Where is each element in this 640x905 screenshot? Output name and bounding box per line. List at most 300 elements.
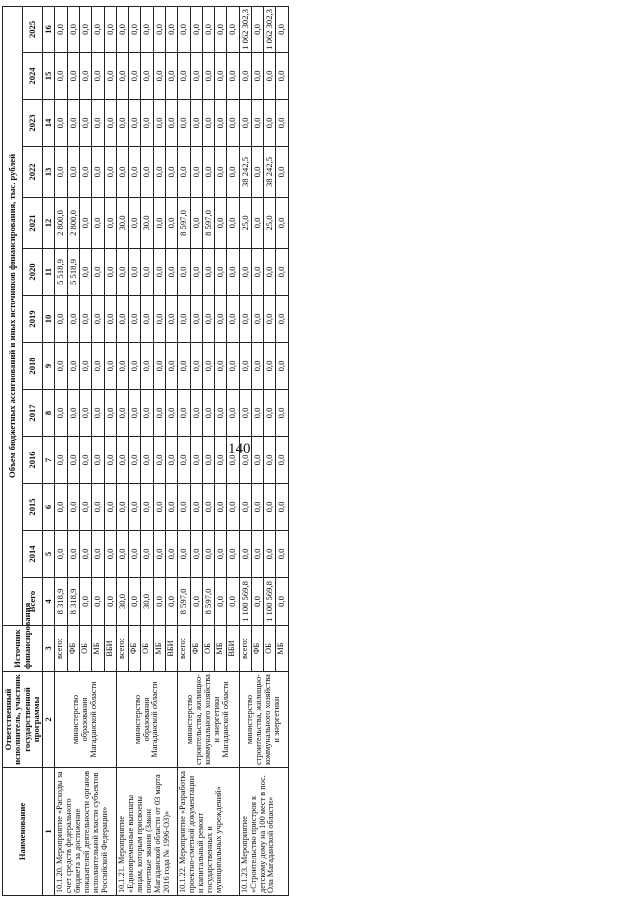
- funding-source: МБ: [276, 626, 288, 672]
- amount-cell: 0,0: [178, 147, 190, 198]
- rotated-page: [2, 8, 536, 896]
- year-header: 2023: [23, 100, 43, 147]
- amount-cell: 0,0: [129, 578, 141, 626]
- amount-cell: 30,0: [141, 578, 153, 626]
- amount-cell: 0,0: [129, 6, 141, 52]
- amount-cell: 0,0: [141, 249, 153, 296]
- funding-source: ОБ: [141, 626, 153, 672]
- amount-cell: 0,0: [79, 6, 91, 52]
- amount-cell: 0,0: [227, 100, 239, 147]
- column-number: 8: [43, 390, 55, 437]
- amount-cell: 0,0: [276, 6, 288, 52]
- responsible-executor: министерство строительства, жилищно-коммунального хозяйства и энергетики Магаданской области: [178, 672, 239, 768]
- amount-cell: 0,0: [141, 147, 153, 198]
- amount-cell: 0,0: [215, 198, 227, 249]
- table-row: [239, 6, 251, 895]
- amount-cell: 0,0: [215, 296, 227, 343]
- amount-cell: 0,0: [202, 147, 214, 198]
- amount-cell: 0,0: [190, 53, 202, 100]
- amount-cell: 0,0: [141, 484, 153, 531]
- amount-cell: 0,0: [104, 147, 116, 198]
- amount-cell: 0,0: [276, 390, 288, 437]
- amount-cell: 38 242,5: [239, 147, 251, 198]
- amount-cell: 0,0: [79, 484, 91, 531]
- amount-cell: 0,0: [129, 531, 141, 578]
- amount-cell: 0,0: [276, 578, 288, 626]
- amount-cell: 0,0: [153, 296, 165, 343]
- amount-cell: 0,0: [79, 296, 91, 343]
- amount-cell: 0,0: [104, 198, 116, 249]
- amount-cell: 0,0: [227, 484, 239, 531]
- column-number-row: [43, 6, 55, 895]
- amount-cell: 0,0: [178, 53, 190, 100]
- year-header: 2022: [23, 147, 43, 198]
- amount-cell: 0,0: [276, 249, 288, 296]
- amount-cell: 0,0: [92, 100, 104, 147]
- funding-source: всего:: [55, 626, 67, 672]
- amount-cell: 8 597,0: [178, 578, 190, 626]
- amount-cell: 0,0: [92, 6, 104, 52]
- funding-source: всего:: [178, 626, 190, 672]
- amount-cell: 0,0: [67, 296, 79, 343]
- amount-cell: 1 100 569,8: [264, 578, 276, 626]
- amount-cell: 0,0: [276, 147, 288, 198]
- amount-cell: 0,0: [92, 198, 104, 249]
- amount-cell: 0,0: [116, 296, 128, 343]
- amount-cell: 0,0: [92, 578, 104, 626]
- amount-cell: 0,0: [129, 53, 141, 100]
- amount-cell: 0,0: [190, 296, 202, 343]
- year-header: 2021: [23, 198, 43, 249]
- amount-cell: 0,0: [55, 6, 67, 52]
- amount-cell: 0,0: [141, 53, 153, 100]
- column-number: 15: [43, 53, 55, 100]
- column-number: 6: [43, 484, 55, 531]
- amount-cell: 0,0: [202, 296, 214, 343]
- funding-source: ОБ: [264, 626, 276, 672]
- amount-cell: 0,0: [227, 437, 239, 484]
- amount-cell: 0,0: [251, 53, 263, 100]
- amount-cell: 0,0: [141, 343, 153, 390]
- amount-cell: 0,0: [104, 484, 116, 531]
- column-number: 10: [43, 296, 55, 343]
- funding-source: ВБИ: [227, 626, 239, 672]
- amount-cell: 0,0: [153, 578, 165, 626]
- amount-cell: 0,0: [104, 100, 116, 147]
- amount-cell: 2 800,0: [67, 198, 79, 249]
- table-row: [178, 6, 190, 895]
- page-number: 140: [228, 441, 251, 457]
- amount-cell: 8 597,0: [202, 198, 214, 249]
- amount-cell: 0,0: [153, 249, 165, 296]
- amount-cell: 0,0: [104, 53, 116, 100]
- amount-cell: 0,0: [190, 249, 202, 296]
- column-number: 9: [43, 343, 55, 390]
- amount-cell: 0,0: [178, 390, 190, 437]
- measure-name: 10.1.22. Мероприятие «Разработка проектно-сметной документации и капитальный ремонт государственных и муниципальных учреждений»: [178, 768, 239, 896]
- amount-cell: 0,0: [116, 53, 128, 100]
- amount-cell: 0,0: [92, 437, 104, 484]
- amount-cell: 0,0: [178, 296, 190, 343]
- year-header: 2019: [23, 296, 43, 343]
- amount-cell: 0,0: [67, 531, 79, 578]
- amount-cell: 30,0: [116, 198, 128, 249]
- amount-cell: 0,0: [55, 390, 67, 437]
- amount-cell: 0,0: [79, 147, 91, 198]
- amount-cell: 0,0: [215, 100, 227, 147]
- amount-cell: 25,0: [239, 198, 251, 249]
- amount-cell: 0,0: [251, 390, 263, 437]
- amount-cell: 0,0: [239, 390, 251, 437]
- amount-cell: 0,0: [215, 437, 227, 484]
- amount-cell: 0,0: [165, 198, 177, 249]
- column-number: 13: [43, 147, 55, 198]
- amount-cell: 0,0: [251, 100, 263, 147]
- amount-cell: 0,0: [264, 531, 276, 578]
- amount-cell: 0,0: [79, 531, 91, 578]
- amount-cell: 1 062 302,3: [239, 6, 251, 52]
- amount-cell: 0,0: [55, 100, 67, 147]
- amount-cell: 0,0: [153, 390, 165, 437]
- amount-cell: 0,0: [276, 198, 288, 249]
- amount-cell: 0,0: [153, 437, 165, 484]
- amount-cell: 0,0: [55, 53, 67, 100]
- budget-table: [2, 6, 289, 896]
- funding-source: ВБИ: [104, 626, 116, 672]
- amount-cell: 0,0: [104, 249, 116, 296]
- funding-source: всего:: [116, 626, 128, 672]
- amount-cell: 0,0: [165, 578, 177, 626]
- header-responsible: Ответственный исполнитель, участник государственной программы: [3, 672, 43, 768]
- amount-cell: 0,0: [251, 147, 263, 198]
- amount-cell: 0,0: [190, 437, 202, 484]
- amount-cell: 0,0: [165, 6, 177, 52]
- amount-cell: 0,0: [178, 437, 190, 484]
- funding-source: МБ: [153, 626, 165, 672]
- amount-cell: 0,0: [215, 249, 227, 296]
- funding-source: МБ: [215, 626, 227, 672]
- amount-cell: 0,0: [92, 147, 104, 198]
- amount-cell: 0,0: [79, 198, 91, 249]
- amount-cell: 0,0: [92, 390, 104, 437]
- amount-cell: 0,0: [55, 343, 67, 390]
- amount-cell: 0,0: [276, 437, 288, 484]
- amount-cell: 0,0: [178, 100, 190, 147]
- column-number: 4: [43, 578, 55, 626]
- amount-cell: 0,0: [264, 53, 276, 100]
- amount-cell: 0,0: [141, 100, 153, 147]
- amount-cell: 0,0: [190, 198, 202, 249]
- amount-cell: 0,0: [129, 249, 141, 296]
- amount-cell: 0,0: [165, 437, 177, 484]
- amount-cell: 0,0: [165, 531, 177, 578]
- amount-cell: 0,0: [116, 343, 128, 390]
- amount-cell: 5 518,9: [67, 249, 79, 296]
- amount-cell: 0,0: [239, 249, 251, 296]
- amount-cell: 0,0: [165, 484, 177, 531]
- amount-cell: 0,0: [215, 6, 227, 52]
- amount-cell: 0,0: [190, 6, 202, 52]
- amount-cell: 0,0: [165, 249, 177, 296]
- column-number: 5: [43, 531, 55, 578]
- funding-source: ВБИ: [165, 626, 177, 672]
- amount-cell: 0,0: [227, 343, 239, 390]
- responsible-executor: министерство строительства, жилищно-коммунального хозяйства и энергетики: [239, 672, 288, 768]
- amount-cell: 0,0: [55, 531, 67, 578]
- amount-cell: 0,0: [116, 6, 128, 52]
- amount-cell: 0,0: [190, 343, 202, 390]
- amount-cell: 0,0: [276, 343, 288, 390]
- amount-cell: 0,0: [79, 249, 91, 296]
- amount-cell: 0,0: [79, 390, 91, 437]
- amount-cell: 0,0: [239, 100, 251, 147]
- amount-cell: 1 100 569,8: [239, 578, 251, 626]
- amount-cell: 0,0: [264, 343, 276, 390]
- year-header: Всего: [23, 578, 43, 626]
- amount-cell: 0,0: [67, 437, 79, 484]
- amount-cell: 0,0: [178, 531, 190, 578]
- amount-cell: 0,0: [165, 53, 177, 100]
- measure-name: 10.1.20. Мероприятие «Расходы за счет средств федерального бюджета за достижение показателей деятельности органов исполнительной власти субъектов Российской Федерации»: [55, 768, 116, 896]
- amount-cell: 0,0: [264, 100, 276, 147]
- amount-cell: 0,0: [178, 484, 190, 531]
- amount-cell: 0,0: [202, 6, 214, 52]
- funding-source: ОБ: [202, 626, 214, 672]
- amount-cell: 0,0: [55, 296, 67, 343]
- amount-cell: 0,0: [153, 53, 165, 100]
- measure-name: 10.1.21. Мероприятие «Единовременные выплаты лицам, которым присвоены почетные звания (Закон Магаданской области от 03 марта 2016 года № 1996-ОЗ)»: [116, 768, 177, 896]
- year-header: 2016: [23, 437, 43, 484]
- amount-cell: 0,0: [141, 6, 153, 52]
- amount-cell: 0,0: [92, 249, 104, 296]
- year-header: 2020: [23, 249, 43, 296]
- amount-cell: 0,0: [190, 578, 202, 626]
- year-header: 2025: [23, 6, 43, 52]
- amount-cell: 0,0: [153, 100, 165, 147]
- amount-cell: 0,0: [215, 578, 227, 626]
- amount-cell: 0,0: [92, 53, 104, 100]
- amount-cell: 0,0: [264, 437, 276, 484]
- amount-cell: 0,0: [190, 484, 202, 531]
- amount-cell: 0,0: [264, 249, 276, 296]
- amount-cell: 0,0: [165, 390, 177, 437]
- amount-cell: 0,0: [141, 296, 153, 343]
- amount-cell: 0,0: [178, 343, 190, 390]
- amount-cell: 0,0: [239, 296, 251, 343]
- amount-cell: 0,0: [165, 100, 177, 147]
- amount-cell: 2 800,0: [55, 198, 67, 249]
- funding-source: ОБ: [79, 626, 91, 672]
- amount-cell: 0,0: [141, 390, 153, 437]
- amount-cell: 0,0: [251, 578, 263, 626]
- amount-cell: 0,0: [104, 531, 116, 578]
- funding-source: ФБ: [67, 626, 79, 672]
- amount-cell: 0,0: [190, 531, 202, 578]
- amount-cell: 0,0: [227, 198, 239, 249]
- amount-cell: 0,0: [251, 249, 263, 296]
- amount-cell: 0,0: [92, 531, 104, 578]
- amount-cell: 0,0: [227, 6, 239, 52]
- amount-cell: 0,0: [116, 100, 128, 147]
- amount-cell: 0,0: [251, 484, 263, 531]
- amount-cell: 0,0: [227, 390, 239, 437]
- header-name: Наименование: [3, 768, 43, 896]
- amount-cell: 0,0: [190, 100, 202, 147]
- year-header: 2015: [23, 484, 43, 531]
- amount-cell: 0,0: [67, 53, 79, 100]
- amount-cell: 0,0: [129, 296, 141, 343]
- responsible-executor: министерство образования Магаданской области: [55, 672, 116, 768]
- amount-cell: 0,0: [239, 484, 251, 531]
- amount-cell: 0,0: [227, 531, 239, 578]
- amount-cell: 0,0: [190, 390, 202, 437]
- amount-cell: 0,0: [202, 390, 214, 437]
- amount-cell: 0,0: [67, 100, 79, 147]
- amount-cell: 5 518,9: [55, 249, 67, 296]
- amount-cell: 0,0: [165, 343, 177, 390]
- amount-cell: 0,0: [178, 249, 190, 296]
- amount-cell: 0,0: [92, 343, 104, 390]
- amount-cell: 0,0: [55, 484, 67, 531]
- amount-cell: 0,0: [104, 437, 116, 484]
- amount-cell: 0,0: [251, 198, 263, 249]
- amount-cell: 0,0: [202, 484, 214, 531]
- amount-cell: 0,0: [202, 249, 214, 296]
- amount-cell: 0,0: [116, 437, 128, 484]
- amount-cell: 0,0: [239, 531, 251, 578]
- amount-cell: 0,0: [92, 484, 104, 531]
- amount-cell: 0,0: [276, 484, 288, 531]
- amount-cell: 0,0: [165, 296, 177, 343]
- amount-cell: 0,0: [165, 147, 177, 198]
- amount-cell: 0,0: [55, 147, 67, 198]
- amount-cell: 0,0: [116, 390, 128, 437]
- amount-cell: 0,0: [153, 484, 165, 531]
- amount-cell: 0,0: [129, 198, 141, 249]
- amount-cell: 0,0: [92, 296, 104, 343]
- amount-cell: 0,0: [79, 53, 91, 100]
- amount-cell: 0,0: [227, 53, 239, 100]
- amount-cell: 8 597,0: [202, 578, 214, 626]
- column-number: 11: [43, 249, 55, 296]
- table-body: [55, 6, 288, 895]
- year-header: 2017: [23, 390, 43, 437]
- measure-name: 10.1.23. Мероприятие «Строительство пристроя к детскому дому на 100 мест в пос. Ола Магаданской области»: [239, 768, 288, 896]
- amount-cell: 0,0: [129, 343, 141, 390]
- amount-cell: 0,0: [227, 296, 239, 343]
- amount-cell: 0,0: [129, 100, 141, 147]
- amount-cell: 0,0: [264, 484, 276, 531]
- amount-cell: 0,0: [215, 343, 227, 390]
- amount-cell: 0,0: [276, 100, 288, 147]
- amount-cell: 0,0: [141, 437, 153, 484]
- amount-cell: 0,0: [239, 53, 251, 100]
- amount-cell: 0,0: [67, 343, 79, 390]
- amount-cell: 0,0: [129, 390, 141, 437]
- amount-cell: 30,0: [116, 578, 128, 626]
- table-row: [116, 6, 128, 895]
- funding-source: МБ: [92, 626, 104, 672]
- amount-cell: 0,0: [79, 343, 91, 390]
- amount-cell: 0,0: [251, 437, 263, 484]
- amount-cell: 0,0: [202, 343, 214, 390]
- amount-cell: 0,0: [202, 531, 214, 578]
- amount-cell: 0,0: [104, 578, 116, 626]
- amount-cell: 0,0: [129, 437, 141, 484]
- amount-cell: 0,0: [116, 531, 128, 578]
- amount-cell: 0,0: [67, 390, 79, 437]
- amount-cell: 38 242,5: [264, 147, 276, 198]
- amount-cell: 0,0: [227, 249, 239, 296]
- amount-cell: 0,0: [153, 147, 165, 198]
- column-number: 2: [43, 672, 55, 768]
- amount-cell: 0,0: [55, 437, 67, 484]
- amount-cell: 0,0: [239, 437, 251, 484]
- amount-cell: 0,0: [104, 390, 116, 437]
- amount-cell: 0,0: [67, 6, 79, 52]
- amount-cell: 0,0: [264, 390, 276, 437]
- amount-cell: 25,0: [264, 198, 276, 249]
- amount-cell: 0,0: [276, 53, 288, 100]
- amount-cell: 0,0: [116, 147, 128, 198]
- header-volume: Объем бюджетных ассигнований и иных источников финансирования, тыс. рублей: [3, 6, 23, 625]
- amount-cell: 8 318,9: [55, 578, 67, 626]
- responsible-executor: министерство образования Магаданской области: [116, 672, 177, 768]
- funding-source: ФБ: [129, 626, 141, 672]
- amount-cell: 0,0: [141, 531, 153, 578]
- amount-cell: 0,0: [215, 390, 227, 437]
- amount-cell: 0,0: [227, 147, 239, 198]
- amount-cell: 0,0: [116, 484, 128, 531]
- amount-cell: 0,0: [276, 296, 288, 343]
- amount-cell: 0,0: [276, 531, 288, 578]
- amount-cell: 0,0: [264, 296, 276, 343]
- amount-cell: 0,0: [153, 531, 165, 578]
- header-source: Источник финансирования: [3, 626, 43, 672]
- amount-cell: 0,0: [251, 296, 263, 343]
- amount-cell: 0,0: [79, 578, 91, 626]
- amount-cell: 0,0: [251, 343, 263, 390]
- amount-cell: 30,0: [141, 198, 153, 249]
- column-number: 7: [43, 437, 55, 484]
- column-number: 16: [43, 6, 55, 52]
- amount-cell: 8 318,9: [67, 578, 79, 626]
- amount-cell: 0,0: [202, 53, 214, 100]
- amount-cell: 0,0: [67, 484, 79, 531]
- amount-cell: 0,0: [215, 531, 227, 578]
- year-header: 2024: [23, 53, 43, 100]
- column-number: 12: [43, 198, 55, 249]
- amount-cell: 0,0: [104, 343, 116, 390]
- amount-cell: 0,0: [190, 147, 202, 198]
- amount-cell: 0,0: [153, 343, 165, 390]
- amount-cell: 0,0: [153, 198, 165, 249]
- amount-cell: 0,0: [79, 100, 91, 147]
- amount-cell: 0,0: [129, 484, 141, 531]
- amount-cell: 0,0: [251, 531, 263, 578]
- amount-cell: 0,0: [79, 437, 91, 484]
- amount-cell: 0,0: [153, 6, 165, 52]
- year-header: 2018: [23, 343, 43, 390]
- amount-cell: 0,0: [227, 578, 239, 626]
- funding-source: ФБ: [190, 626, 202, 672]
- funding-source: ФБ: [251, 626, 263, 672]
- amount-cell: 0,0: [239, 343, 251, 390]
- year-header: 2014: [23, 531, 43, 578]
- funding-source: всего:: [239, 626, 251, 672]
- column-number: 14: [43, 100, 55, 147]
- amount-cell: 0,0: [67, 147, 79, 198]
